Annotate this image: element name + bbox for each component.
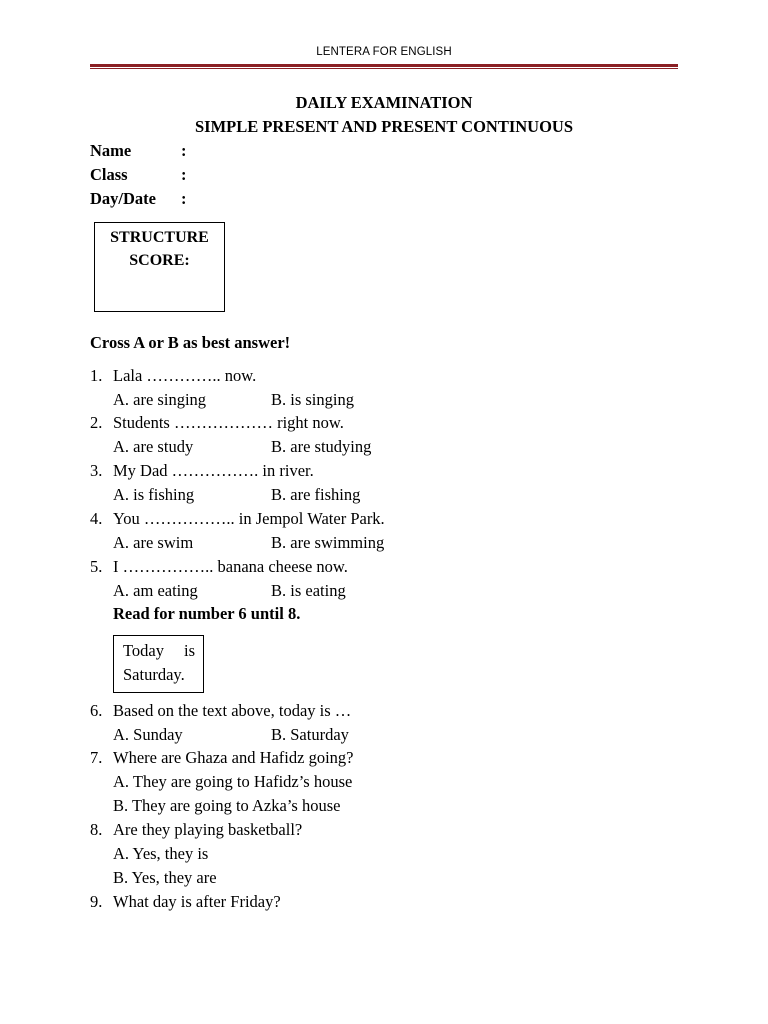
option-a: A. Yes, they is [113,844,209,863]
score-box-line2: SCORE: [129,252,190,269]
reading-text-box [113,635,204,693]
header-rule-thick [90,64,678,67]
question-text: Students ……………… right now. [113,413,344,432]
class-label: Class [90,165,128,184]
question-number: 1. [90,366,103,385]
question-text: You …………….. in Jempol Water Park. [113,509,385,528]
question-number: 2. [90,413,103,432]
exam-title: DAILY EXAMINATION [295,93,473,112]
day-date-label: Day/Date [90,189,156,208]
question-text: Are they playing basketball? [113,820,303,839]
question-number: 6. [90,701,103,720]
option-b: B. They are going to Azka’s house [113,796,341,815]
option-b: B. are studying [271,437,372,456]
question-text: What day is after Friday? [113,892,281,911]
option-b: B. Yes, they are [113,868,217,887]
exam-subtitle: SIMPLE PRESENT AND PRESENT CONTINUOUS [194,117,574,136]
question-number: 9. [90,892,103,911]
class-colon: : [181,165,187,184]
name-colon: : [181,141,187,160]
option-a: A. is fishing [113,485,195,504]
question-number: 8. [90,820,103,839]
question-number: 5. [90,557,103,576]
name-label: Name [90,141,132,160]
instruction: Cross A or B as best answer! [90,333,291,352]
question-number: 4. [90,509,103,528]
question-number: 7. [90,748,103,767]
score-box-line1: STRUCTURE [110,229,209,246]
header-rule-thin [90,68,678,69]
option-b: B. are fishing [271,485,361,504]
option-a: A. are swim [113,533,194,552]
reading-word-saturday: Saturday. [123,665,185,684]
question-text: Where are Ghaza and Hafidz going? [113,748,354,767]
option-a: A. They are going to Hafidz’s house [113,772,353,791]
reading-word-today: Today [123,641,165,660]
day-date-colon: : [181,189,187,208]
option-b: B. Saturday [271,725,349,744]
page-header: LENTERA FOR ENGLISH [316,46,452,58]
option-a: A. Sunday [113,725,183,744]
option-a: A. are singing [113,390,207,409]
option-b: B. is singing [271,390,354,409]
question-text: My Dad ……………. in river. [113,461,314,480]
option-b: B. are swimming [271,533,385,552]
name-field [90,141,187,161]
class-field [90,165,187,185]
reading-word-is: is [183,641,195,660]
question-text: Based on the text above, today is … [113,701,352,720]
structure-score-box [94,222,225,312]
question-number: 3. [90,461,103,480]
option-a: A. are study [113,437,194,456]
option-b: B. is eating [271,581,346,600]
question-text: Lala ………….. now. [113,366,257,385]
reading-instruction: Read for number 6 until 8. [113,604,301,623]
question-text: I …………….. banana cheese now. [113,557,348,576]
day-date-field [90,189,187,209]
option-a: A. am eating [113,581,198,600]
